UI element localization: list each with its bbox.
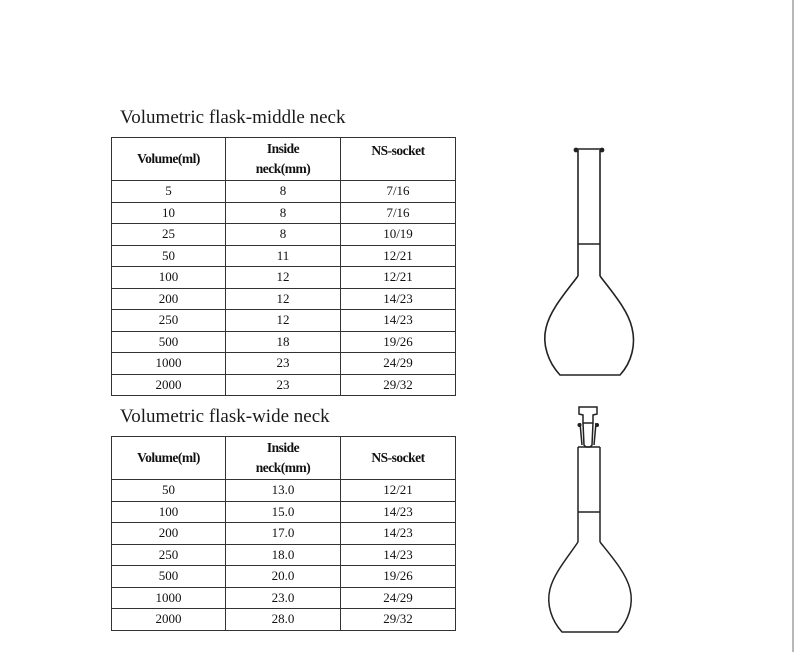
header-line-1: Inside (266, 141, 300, 156)
cell-inside-neck: 18 (226, 331, 341, 353)
table-row (112, 587, 456, 609)
cell-volume: 200 (112, 288, 226, 310)
table-row (112, 331, 456, 353)
cell-ns-socket: 12/21 (341, 245, 456, 267)
column-header-volume: Volume(ml) (112, 138, 226, 181)
spec-table-middle-neck (111, 137, 456, 396)
cell-volume: 1000 (112, 353, 226, 375)
table-row (112, 202, 456, 224)
column-header-ns-socket: NS-socket (341, 138, 456, 181)
cell-ns-socket: 24/29 (341, 587, 456, 609)
cell-inside-neck: 12 (226, 288, 341, 310)
cell-ns-socket: 19/26 (341, 331, 456, 353)
cell-volume: 500 (112, 331, 226, 353)
cell-inside-neck: 23 (226, 374, 341, 396)
cell-ns-socket: 7/16 (341, 202, 456, 224)
cell-ns-socket: 24/29 (341, 353, 456, 375)
cell-inside-neck: 11 (226, 245, 341, 267)
cell-volume: 250 (112, 310, 226, 332)
cell-volume: 100 (112, 267, 226, 289)
cell-volume: 200 (112, 523, 226, 545)
table-header-row (112, 437, 456, 480)
cell-inside-neck: 8 (226, 224, 341, 246)
cell-ns-socket: 14/23 (341, 288, 456, 310)
cell-volume: 25 (112, 224, 226, 246)
cell-inside-neck: 20.0 (226, 566, 341, 588)
cell-ns-socket: 12/21 (341, 480, 456, 502)
table-row (112, 310, 456, 332)
cell-ns-socket: 14/23 (341, 523, 456, 545)
volumetric-flask-middle-neck-icon (530, 130, 660, 390)
table-row (112, 374, 456, 396)
table-row (112, 267, 456, 289)
table-row (112, 566, 456, 588)
cell-inside-neck: 17.0 (226, 523, 341, 545)
table-row (112, 544, 456, 566)
cell-ns-socket: 12/21 (341, 267, 456, 289)
cell-volume: 5 (112, 181, 226, 203)
table-row (112, 224, 456, 246)
cell-ns-socket: 7/16 (341, 181, 456, 203)
section-title-wide-neck: Volumetric flask-wide neck (120, 406, 330, 427)
table-row (112, 288, 456, 310)
header-line-2: neck(mm) (255, 460, 311, 475)
table-header-row (112, 138, 456, 181)
cell-inside-neck: 8 (226, 202, 341, 224)
section-title-middle-neck: Volumetric flask-middle neck (120, 107, 346, 128)
cell-ns-socket: 14/23 (341, 501, 456, 523)
cell-volume: 2000 (112, 609, 226, 631)
table-row (112, 523, 456, 545)
column-header-volume: Volume(ml) (112, 437, 226, 480)
cell-inside-neck: 15.0 (226, 501, 341, 523)
cell-volume: 50 (112, 245, 226, 267)
cell-inside-neck: 13.0 (226, 480, 341, 502)
cell-volume: 10 (112, 202, 226, 224)
header-line-2: neck(mm) (255, 161, 311, 176)
cell-volume: 50 (112, 480, 226, 502)
cell-volume: 1000 (112, 587, 226, 609)
cell-inside-neck: 8 (226, 181, 341, 203)
cell-ns-socket: 14/23 (341, 544, 456, 566)
volumetric-flask-wide-neck-stoppered-icon (530, 395, 660, 645)
cell-ns-socket: 10/19 (341, 224, 456, 246)
table-row (112, 353, 456, 375)
header-line-1: Inside (266, 440, 300, 455)
cell-inside-neck: 12 (226, 267, 341, 289)
cell-ns-socket: 14/23 (341, 310, 456, 332)
cell-ns-socket: 29/32 (341, 609, 456, 631)
table-row (112, 181, 456, 203)
column-header-inside-neck (226, 138, 341, 181)
column-header-inside-neck (226, 437, 341, 480)
cell-ns-socket: 19/26 (341, 566, 456, 588)
table-row (112, 480, 456, 502)
cell-volume: 500 (112, 566, 226, 588)
table-row (112, 501, 456, 523)
cell-volume: 250 (112, 544, 226, 566)
cell-inside-neck: 18.0 (226, 544, 341, 566)
cell-volume: 100 (112, 501, 226, 523)
cell-ns-socket: 29/32 (341, 374, 456, 396)
table-row (112, 245, 456, 267)
table-row (112, 609, 456, 631)
spec-table-wide-neck (111, 436, 456, 631)
column-header-ns-socket: NS-socket (341, 437, 456, 480)
cell-inside-neck: 12 (226, 310, 341, 332)
cell-volume: 2000 (112, 374, 226, 396)
cell-inside-neck: 23.0 (226, 587, 341, 609)
cell-inside-neck: 23 (226, 353, 341, 375)
cell-inside-neck: 28.0 (226, 609, 341, 631)
